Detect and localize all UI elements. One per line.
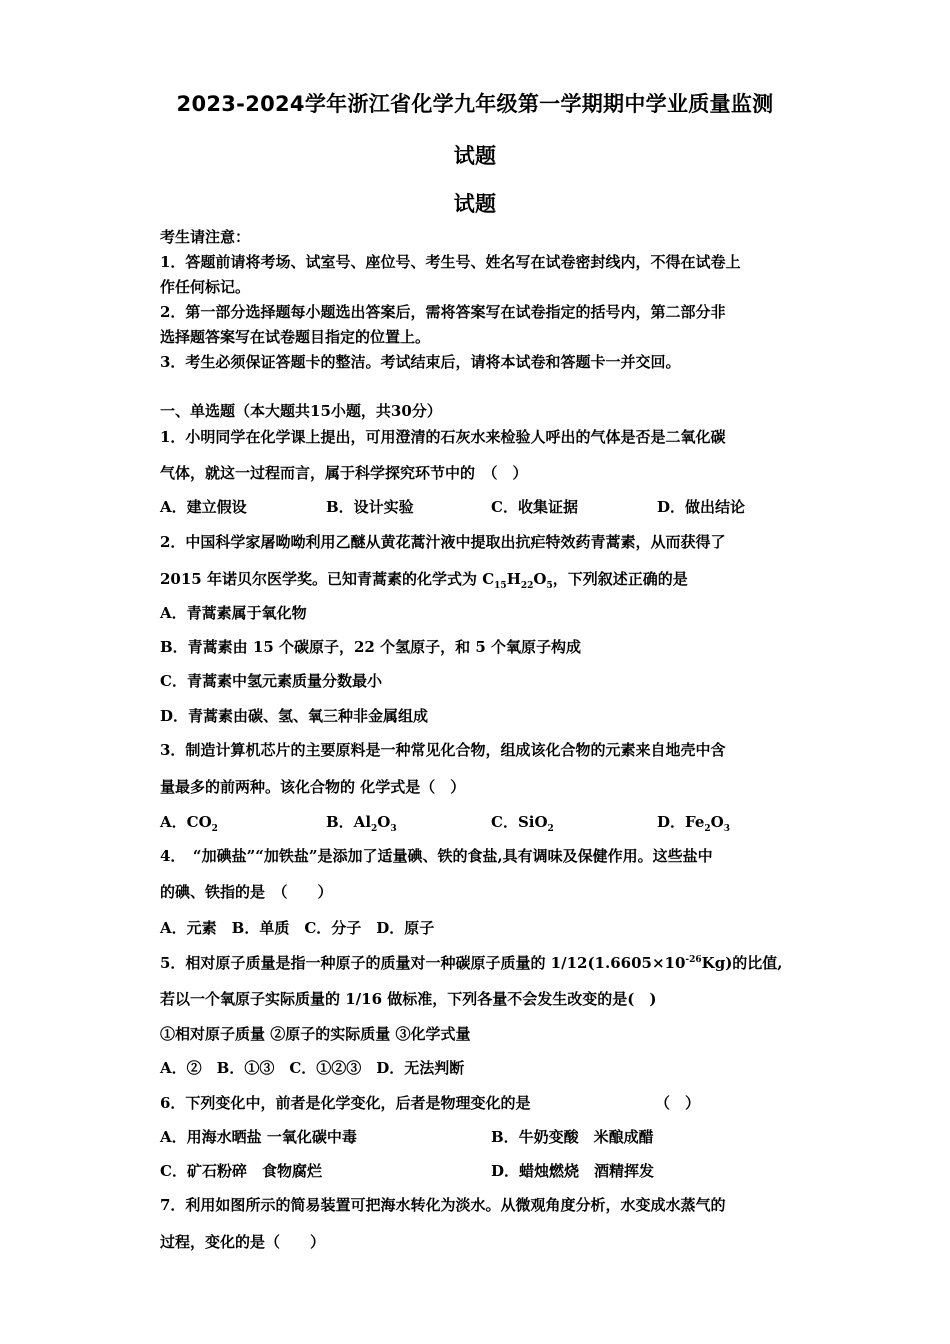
option-b: B．牛奶变酸 米酿成醋 bbox=[491, 1128, 654, 1146]
option-text: O bbox=[377, 813, 391, 831]
option-text: B．Al bbox=[326, 813, 372, 831]
option-text: D．Fe bbox=[657, 813, 705, 831]
subscript: 22 bbox=[520, 581, 534, 591]
question-stem: 7．利用如图所示的简易装置可把海水转化为淡水。从微观角度分析，水变成水蒸气的 bbox=[160, 1196, 726, 1214]
subscript: 2 bbox=[704, 824, 711, 834]
section-heading: 一、单选题（本大题共15小题，共30分） bbox=[160, 402, 442, 420]
subscript: 2 bbox=[547, 824, 554, 834]
question-stem: 3．制造计算机芯片的主要原料是一种常见化合物，组成该化合物的元素来自地壳中含 bbox=[160, 741, 726, 759]
stem-text: 2015 年诺贝尔医学奖。已知青蒿素的化学式为 bbox=[160, 570, 483, 588]
question-stem bbox=[160, 953, 783, 973]
question-stem: 4． “加碘盐”“加铁盐”是添加了适量碘、铁的食盐,具有调味及保健作用。这些盐中 bbox=[160, 847, 713, 865]
options-row: A．② B．①③ C．①②③ D．无法判断 bbox=[160, 1059, 465, 1077]
question-stem: 2．中国科学家屠呦呦利用乙醚从黄花蒿汁液中提取出抗疟特效药青蒿素，从而获得了 bbox=[160, 533, 726, 551]
question-stem bbox=[160, 569, 688, 589]
option-a: A．用海水晒盐 一氧化碳中毒 bbox=[160, 1128, 357, 1146]
question-stem: 量最多的前两种。该化合物的 化学式是（ ） bbox=[160, 778, 466, 796]
subscript: 2 bbox=[211, 824, 218, 834]
option-d: D．蜡烛燃烧 酒精挥发 bbox=[491, 1162, 655, 1180]
notice-line: 作任何标记。 bbox=[160, 278, 251, 296]
option-d: D．做出结论 bbox=[657, 498, 746, 516]
element-o: O bbox=[533, 570, 547, 588]
question-stem: 的碘、铁指的是 （ ） bbox=[160, 883, 333, 901]
superscript: -26 bbox=[685, 955, 702, 965]
notice-heading: 考生请注意： bbox=[160, 228, 251, 246]
question-stem: ①相对原子质量 ②原子的实际质量 ③化学式量 bbox=[160, 1025, 471, 1043]
option-b: B．设计实验 bbox=[326, 498, 414, 516]
subscript: 3 bbox=[390, 824, 397, 834]
option-c: C．矿石粉碎 食物腐烂 bbox=[160, 1162, 322, 1180]
option-text: A．CO bbox=[160, 813, 212, 831]
formula-artemisinin bbox=[482, 570, 553, 591]
stem-text: ，下列叙述正确的是 bbox=[552, 570, 688, 588]
exam-title: 2023-2024学年浙江省化学九年级第一学期期中学业质量监测 bbox=[176, 92, 774, 116]
notice-line: 2．第一部分选择题每小题选出答案后，需将答案写在试卷指定的括号内，第二部分非 bbox=[160, 303, 726, 321]
question-stem: 1．小明同学在化学课上提出，可用澄清的石灰水来检验人呼出的气体是否是二氧化碳 bbox=[160, 428, 726, 446]
notice-line: 选择题答案写在试卷题目指定的位置上。 bbox=[160, 328, 431, 346]
element-h: H bbox=[506, 570, 521, 588]
subscript: 5 bbox=[546, 581, 553, 591]
stem-text: 5．相对原子质量是指一种原子的质量对一种碳原子质量的 1/12(1.6605×10 bbox=[160, 954, 686, 972]
exam-subtitle-repeat: 试题 bbox=[453, 192, 497, 216]
answer-paren: （ ） bbox=[655, 1094, 701, 1112]
option-c: C．青蒿素中氢元素质量分数最小 bbox=[160, 672, 382, 690]
question-stem: 6．下列变化中，前者是化学变化，后者是物理变化的是 bbox=[160, 1094, 531, 1112]
option-b: B．青蒿素由 15 个碳原子，22 个氢原子，和 5 个氧原子构成 bbox=[160, 638, 581, 656]
subscript: 3 bbox=[723, 824, 730, 834]
options-row: A．元素 B．单质 C．分子 D．原子 bbox=[160, 919, 435, 937]
notice-line: 1．答题前请将考场、试室号、座位号、考生号、姓名写在试卷密封线内，不得在试卷上 bbox=[160, 253, 741, 271]
option-text: O bbox=[710, 813, 724, 831]
subscript: 2 bbox=[371, 824, 378, 834]
option-a bbox=[160, 812, 218, 832]
element-c: C bbox=[482, 570, 495, 588]
option-d: D．青蒿素由碳、氢、氧三种非金属组成 bbox=[160, 707, 429, 725]
option-a: A．青蒿素属于氧化物 bbox=[160, 604, 307, 622]
question-stem: 气体，就这一过程而言，属于科学探究环节中的 （ ） bbox=[160, 464, 528, 482]
option-text: C．SiO bbox=[491, 813, 548, 831]
option-b bbox=[326, 812, 397, 832]
option-c bbox=[491, 812, 554, 832]
notice-line: 3．考生必须保证答题卡的整洁。考试结束后，请将本试卷和答题卡一并交回。 bbox=[160, 353, 681, 371]
stem-text: Kg)的比值, bbox=[701, 954, 783, 972]
question-stem: 过程，变化的是（ ） bbox=[160, 1233, 326, 1251]
exam-subtitle: 试题 bbox=[453, 144, 497, 168]
subscript: 15 bbox=[494, 581, 507, 591]
option-c: C．收集证据 bbox=[491, 498, 578, 516]
option-d bbox=[657, 812, 730, 832]
option-a: A．建立假设 bbox=[160, 498, 247, 516]
question-stem: 若以一个氧原子实际质量的 1/16 做标准，下列各量不会发生改变的是( ) bbox=[160, 990, 657, 1008]
